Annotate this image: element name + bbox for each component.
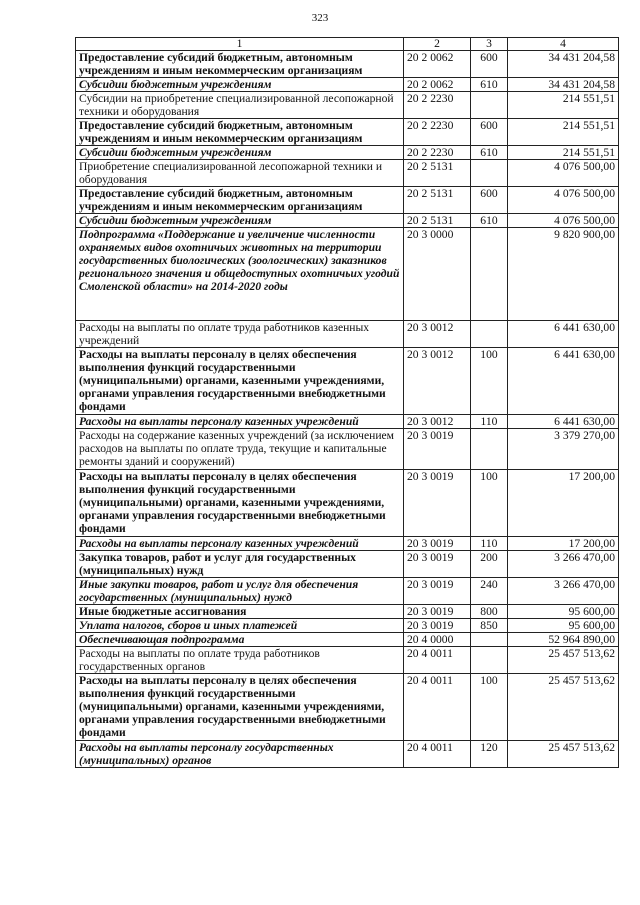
row-type-cell: 610 (471, 78, 508, 92)
page-number: 323 (311, 12, 329, 24)
row-code-cell: 20 3 0019 (404, 429, 471, 470)
table-row (76, 537, 619, 551)
row-name-cell: Субсидии бюджетным учреждениям (76, 146, 404, 160)
row-name-cell: Закупка товаров, работ и услуг для государственных (муниципальных) нужд (76, 551, 404, 578)
row-amount-cell: 3 266 470,00 (508, 551, 619, 578)
row-name-cell: Расходы на выплаты по оплате труда работников казенных учреждений (76, 321, 404, 348)
row-name-cell: Расходы на содержание казенных учреждений (за исключением расходов на выплаты по оплате труда, текущие и капитальные ремонты зданий и сооружений) (76, 429, 404, 470)
table-row (76, 51, 619, 78)
row-amount-cell: 6 441 630,00 (508, 321, 619, 348)
row-code-cell: 20 3 0019 (404, 578, 471, 605)
row-type-cell (471, 160, 508, 187)
row-type-cell (471, 228, 508, 321)
row-name-cell: Расходы на выплаты по оплате труда работников государственных органов (76, 647, 404, 674)
row-amount-cell: 95 600,00 (508, 605, 619, 619)
row-name-cell: Иные закупки товаров, работ и услуг для обеспечения государственных (муниципальных) нужд (76, 578, 404, 605)
row-type-cell: 100 (471, 348, 508, 415)
row-name-cell: Обеспечивающая подпрограмма (76, 633, 404, 647)
row-name-cell: Расходы на выплаты персоналу в целях обеспечения выполнения функций государственными (муниципальными) органами, казенными учреждениями, органами управления государственными внебюджетными фондами (76, 348, 404, 415)
row-amount-cell: 95 600,00 (508, 619, 619, 633)
row-amount-cell: 25 457 513,62 (508, 674, 619, 741)
row-type-cell (471, 633, 508, 647)
row-code-cell: 20 2 2230 (404, 146, 471, 160)
table-row (76, 214, 619, 228)
header-col-4: 4 (508, 38, 619, 51)
row-name-cell: Расходы на выплаты персоналу казенных учреждений (76, 537, 404, 551)
row-type-cell (471, 429, 508, 470)
row-name-cell: Предоставление субсидий бюджетным, автономным учреждениям и иным некоммерческим организациям (76, 187, 404, 214)
table-row (76, 619, 619, 633)
row-type-cell: 240 (471, 578, 508, 605)
row-type-cell: 610 (471, 214, 508, 228)
row-amount-cell: 3 379 270,00 (508, 429, 619, 470)
row-name-cell: Расходы на выплаты персоналу в целях обеспечения выполнения функций государственными (муниципальными) органами, казенными учреждениями, органами управления государственными внебюджетными фондами (76, 674, 404, 741)
row-code-cell: 20 4 0011 (404, 741, 471, 768)
row-code-cell: 20 2 5131 (404, 187, 471, 214)
row-type-cell: 850 (471, 619, 508, 633)
table-row (76, 578, 619, 605)
row-code-cell: 20 2 0062 (404, 51, 471, 78)
table-row (76, 348, 619, 415)
table-header-row (76, 38, 619, 51)
row-code-cell: 20 2 2230 (404, 92, 471, 119)
row-amount-cell: 6 441 630,00 (508, 348, 619, 415)
row-type-cell: 110 (471, 415, 508, 429)
row-code-cell: 20 3 0012 (404, 348, 471, 415)
table-row (76, 187, 619, 214)
row-amount-cell: 34 431 204,58 (508, 78, 619, 92)
row-amount-cell: 9 820 900,00 (508, 228, 619, 321)
table-row (76, 119, 619, 146)
table-row (76, 633, 619, 647)
row-amount-cell: 17 200,00 (508, 470, 619, 537)
row-code-cell: 20 2 5131 (404, 160, 471, 187)
table-row (76, 605, 619, 619)
row-name-cell: Предоставление субсидий бюджетным, автономным учреждениям и иным некоммерческим организациям (76, 51, 404, 78)
row-type-cell: 600 (471, 187, 508, 214)
row-code-cell: 20 4 0011 (404, 647, 471, 674)
row-code-cell: 20 3 0012 (404, 321, 471, 348)
row-name-cell: Уплата налогов, сборов и иных платежей (76, 619, 404, 633)
table-row (76, 551, 619, 578)
row-name-cell: Субсидии бюджетным учреждениям (76, 78, 404, 92)
row-type-cell: 610 (471, 146, 508, 160)
row-type-cell (471, 92, 508, 119)
row-code-cell: 20 3 0000 (404, 228, 471, 321)
row-type-cell (471, 321, 508, 348)
row-amount-cell: 6 441 630,00 (508, 415, 619, 429)
header-col-2: 2 (404, 38, 471, 51)
row-name-cell: Иные бюджетные ассигнования (76, 605, 404, 619)
table-row (76, 741, 619, 768)
row-code-cell: 20 3 0019 (404, 537, 471, 551)
table-row (76, 92, 619, 119)
row-name-cell: Расходы на выплаты персоналу государственных (муниципальных) органов (76, 741, 404, 768)
row-code-cell: 20 3 0019 (404, 470, 471, 537)
row-type-cell: 110 (471, 537, 508, 551)
row-amount-cell: 214 551,51 (508, 92, 619, 119)
header-col-3: 3 (471, 38, 508, 51)
row-code-cell: 20 2 2230 (404, 119, 471, 146)
table-row (76, 415, 619, 429)
row-type-cell: 600 (471, 119, 508, 146)
row-type-cell: 120 (471, 741, 508, 768)
table-row (76, 321, 619, 348)
row-name-cell: Подпрограмма «Поддержание и увеличение численности охраняемых видов охотничьих животных на территории государственных биологических (зоологических) заказников регионального значения и общедоступных охотничьих угодий Смоленской области» на 2014-2020 годы (76, 228, 404, 321)
row-type-cell: 800 (471, 605, 508, 619)
row-name-cell: Расходы на выплаты персоналу в целях обеспечения выполнения функций государственными (муниципальными) органами, казенными учреждениями, органами управления государственными внебюджетными фондами (76, 470, 404, 537)
table-row (76, 647, 619, 674)
budget-table (75, 37, 619, 768)
row-amount-cell: 3 266 470,00 (508, 578, 619, 605)
row-code-cell: 20 4 0011 (404, 674, 471, 741)
row-amount-cell: 25 457 513,62 (508, 741, 619, 768)
table-row (76, 160, 619, 187)
row-type-cell: 200 (471, 551, 508, 578)
row-amount-cell: 52 964 890,00 (508, 633, 619, 647)
row-amount-cell: 214 551,51 (508, 146, 619, 160)
row-code-cell: 20 3 0019 (404, 551, 471, 578)
table-row (76, 146, 619, 160)
row-amount-cell: 214 551,51 (508, 119, 619, 146)
row-name-cell: Приобретение специализированной лесопожарной техники и оборудования (76, 160, 404, 187)
row-type-cell: 100 (471, 470, 508, 537)
row-code-cell: 20 3 0019 (404, 605, 471, 619)
row-type-cell: 100 (471, 674, 508, 741)
row-type-cell: 600 (471, 51, 508, 78)
row-amount-cell: 25 457 513,62 (508, 647, 619, 674)
table-row (76, 470, 619, 537)
row-code-cell: 20 3 0012 (404, 415, 471, 429)
row-amount-cell: 17 200,00 (508, 537, 619, 551)
table-row (76, 228, 619, 321)
row-code-cell: 20 2 5131 (404, 214, 471, 228)
row-name-cell: Расходы на выплаты персоналу казенных учреждений (76, 415, 404, 429)
header-col-1: 1 (76, 38, 404, 51)
table-row (76, 429, 619, 470)
row-code-cell: 20 3 0019 (404, 619, 471, 633)
row-name-cell: Субсидии на приобретение специализированной лесопожарной техники и оборудования (76, 92, 404, 119)
row-amount-cell: 4 076 500,00 (508, 214, 619, 228)
table-row (76, 78, 619, 92)
row-code-cell: 20 4 0000 (404, 633, 471, 647)
row-amount-cell: 4 076 500,00 (508, 187, 619, 214)
row-amount-cell: 4 076 500,00 (508, 160, 619, 187)
row-amount-cell: 34 431 204,58 (508, 51, 619, 78)
table-row (76, 674, 619, 741)
row-code-cell: 20 2 0062 (404, 78, 471, 92)
row-name-cell: Предоставление субсидий бюджетным, автономным учреждениям и иным некоммерческим организациям (76, 119, 404, 146)
row-type-cell (471, 647, 508, 674)
row-name-cell: Субсидии бюджетным учреждениям (76, 214, 404, 228)
